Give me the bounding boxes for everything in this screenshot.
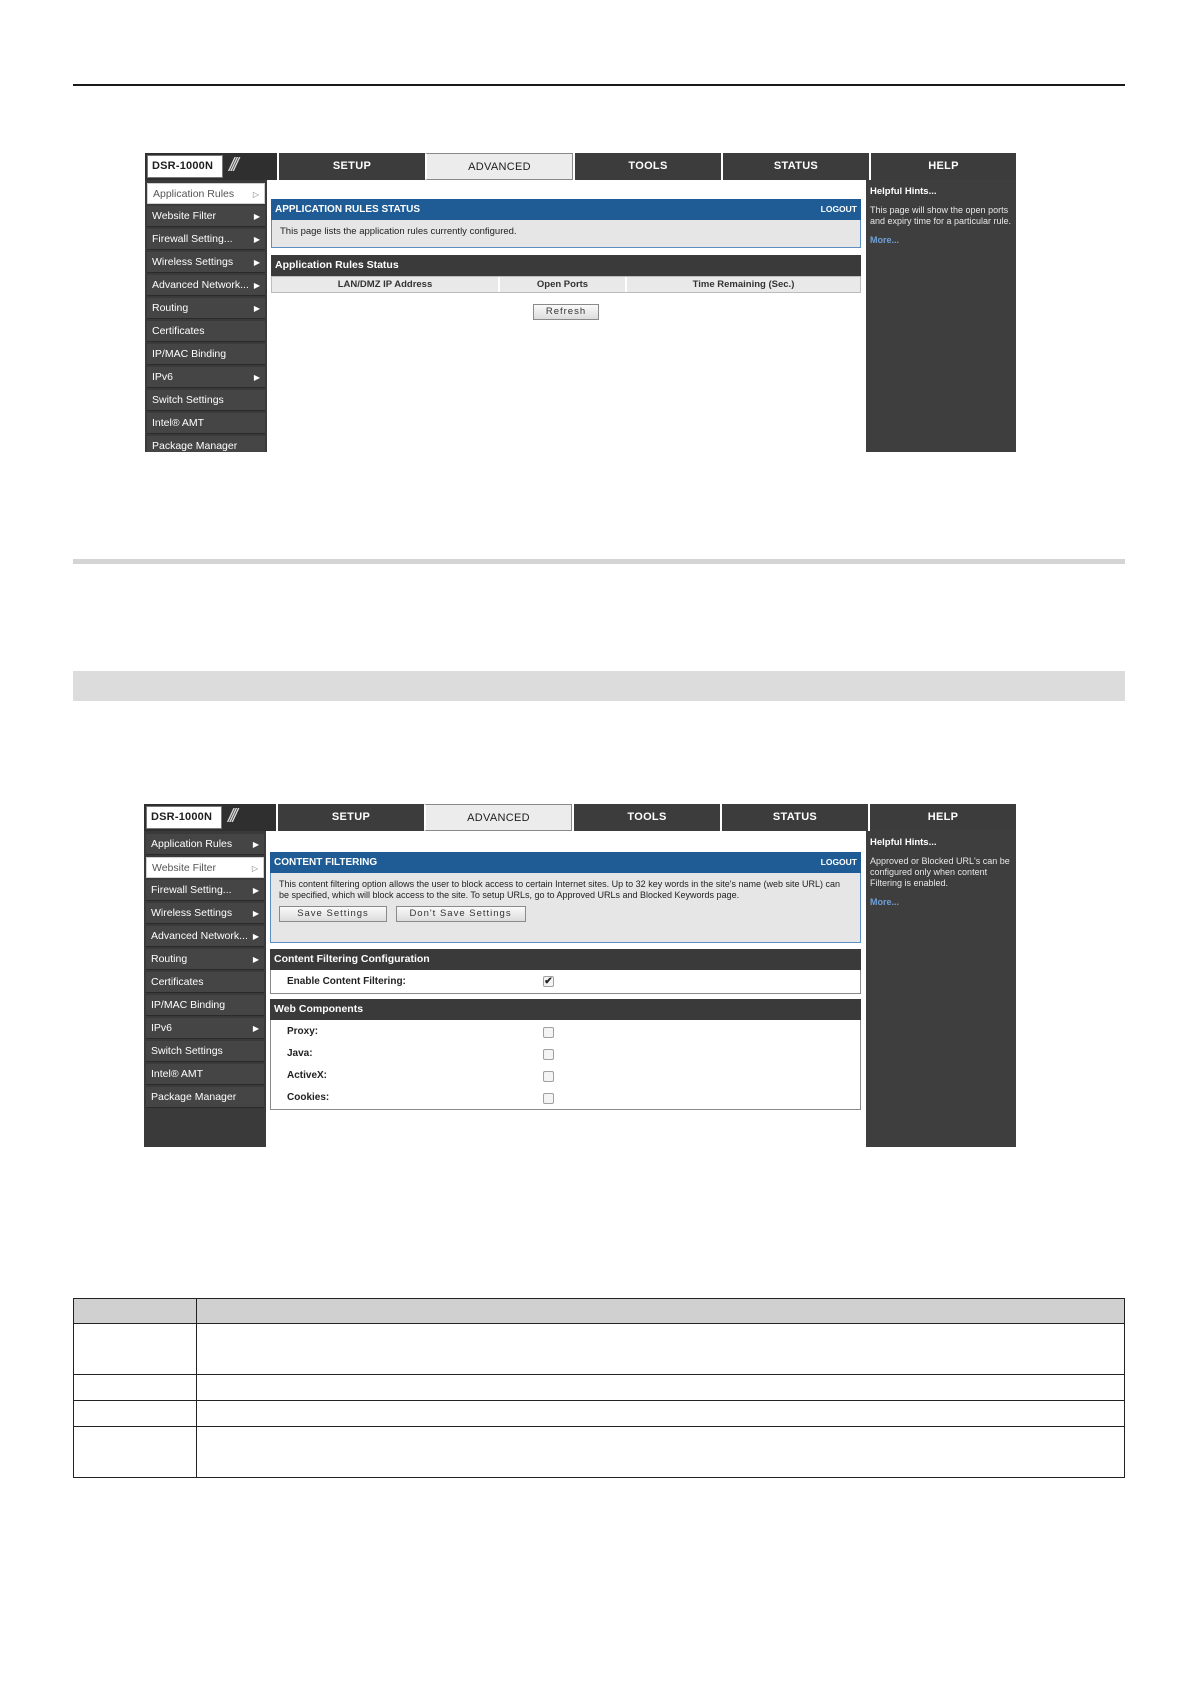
sidebar-item-certificates[interactable] [146, 972, 264, 993]
sidebar-item-routing[interactable] [147, 298, 265, 319]
sidebar-item-switch-settings[interactable] [147, 390, 265, 411]
java-checkbox[interactable] [543, 1049, 554, 1060]
proxy-row [271, 1021, 860, 1043]
enable-content-filtering-row [271, 970, 860, 993]
page-title-bar [270, 852, 861, 873]
table-row [74, 1375, 1125, 1401]
help-text: Approved or Blocked URL's can be configured only when content Filtering is enabled. [870, 856, 1010, 888]
java-label: Java: [287, 1048, 313, 1059]
help-more-link[interactable]: More... [870, 897, 900, 907]
application-rules-screenshot [145, 153, 1016, 452]
sidebar-item-ipv6[interactable] [146, 1018, 264, 1039]
sidebar-item-label: IP/MAC Binding [152, 348, 227, 360]
sidebar-item-ip-mac-binding[interactable] [147, 344, 265, 365]
table-cell [197, 1427, 1125, 1478]
tab-setup[interactable]: SETUP [277, 153, 425, 180]
top-nav [144, 804, 1016, 831]
dont-save-settings-button[interactable]: Don't Save Settings [396, 906, 526, 922]
sidebar-item-website-filter[interactable] [147, 206, 265, 227]
sidebar-item-label: Wireless Settings [152, 256, 234, 268]
sidebar-item-package-manager[interactable] [147, 436, 265, 452]
column-open-ports: Open Ports [500, 277, 627, 292]
tab-setup[interactable]: SETUP [276, 804, 424, 831]
tab-advanced[interactable]: ADVANCED [424, 804, 572, 831]
chevron-right-icon: ▶ [252, 932, 259, 941]
logo [144, 804, 276, 831]
logo-slash-icon: /// [229, 155, 236, 176]
sidebar-item-label: Package Manager [151, 1091, 237, 1103]
chevron-right-icon: ▶ [253, 281, 260, 290]
save-settings-button[interactable]: Save Settings [279, 906, 387, 922]
sidebar-item-label: Package Manager [152, 440, 238, 452]
chevron-right-icon: ▶ [253, 304, 260, 313]
table-header [271, 276, 861, 293]
logo-text: DSR-1000N [146, 806, 222, 829]
logout-link[interactable]: LOGOUT [820, 857, 857, 867]
enable-content-filtering-label: Enable Content Filtering: [287, 976, 406, 987]
sidebar-item-firewall-settings[interactable] [146, 880, 264, 901]
refresh-button[interactable]: Refresh [533, 304, 599, 320]
web-components-fields [270, 1020, 861, 1110]
cookies-row [271, 1087, 860, 1109]
chevron-right-icon: ▶ [252, 840, 259, 849]
sidebar [144, 831, 266, 1147]
enable-content-filtering-checkbox[interactable]: ✔ [544, 976, 553, 987]
java-row [271, 1043, 860, 1065]
sidebar-item-label: Certificates [151, 976, 204, 988]
table-cell [197, 1401, 1125, 1427]
sidebar-item-advanced-network[interactable] [147, 275, 265, 296]
field-description-table [73, 1298, 1125, 1478]
table-row [74, 1427, 1125, 1478]
sidebar-item-label: Application Rules [151, 838, 233, 850]
sidebar-item-advanced-network[interactable] [146, 926, 264, 947]
chevron-right-icon: ▶ [252, 1024, 259, 1033]
cookies-label: Cookies: [287, 1092, 330, 1103]
content-filtering-screenshot [144, 804, 1016, 1147]
page-description: This page lists the application rules currently configured. [271, 220, 861, 248]
activex-checkbox[interactable] [543, 1071, 554, 1082]
tab-status[interactable]: STATUS [720, 804, 868, 831]
sidebar-item-intel-amt[interactable] [147, 413, 265, 434]
tab-tools[interactable]: TOOLS [573, 153, 721, 180]
sidebar-item-certificates[interactable] [147, 321, 265, 342]
sidebar-item-intel-amt[interactable] [146, 1064, 264, 1085]
table-cell [197, 1375, 1125, 1401]
tab-help[interactable]: HELP [869, 153, 1016, 180]
activex-label: ActiveX: [287, 1070, 328, 1081]
section-divider [73, 559, 1125, 564]
help-more-link[interactable]: More... [870, 235, 900, 245]
table-row [74, 1401, 1125, 1427]
table-cell [197, 1324, 1125, 1375]
sidebar-item-label: Advanced Network... [151, 930, 248, 942]
page-description-box [270, 873, 861, 943]
table-cell [74, 1427, 197, 1478]
sidebar-item-label: Routing [152, 302, 189, 314]
page-description: This content filtering option allows the user to block access to certain Internet sites. Up to 32 key words in the site's name (web site URL) can be specified, which will block access to the site. To setup URLs, go to Approved URLs and Blocked Keywords page. [279, 879, 840, 900]
page-title: APPLICATION RULES STATUS [275, 204, 420, 215]
chevron-right-icon: ▶ [252, 886, 259, 895]
chevron-right-icon: ▶ [253, 235, 260, 244]
config-section-title: Content Filtering Configuration [270, 949, 861, 970]
logout-link[interactable]: LOGOUT [820, 204, 857, 214]
help-title: Helpful Hints... [870, 186, 937, 197]
chevron-right-icon: ▶ [252, 955, 259, 964]
logo-text: DSR-1000N [147, 155, 223, 178]
sidebar-item-package-manager[interactable] [146, 1087, 264, 1108]
top-nav [145, 153, 1016, 180]
sidebar-item-label: Switch Settings [151, 1045, 223, 1057]
table-cell [74, 1375, 197, 1401]
sidebar-item-switch-settings[interactable] [146, 1041, 264, 1062]
sidebar-item-label: Wireless Settings [151, 907, 233, 919]
logo-slash-icon: /// [228, 806, 235, 827]
table-header-row [74, 1299, 1125, 1324]
sidebar-item-label: Intel® AMT [151, 1068, 204, 1080]
tab-advanced[interactable]: ADVANCED [425, 153, 573, 180]
top-rule [73, 84, 1125, 86]
web-components-title: Web Components [270, 999, 861, 1020]
column-lan-dmz-ip: LAN/DMZ IP Address [272, 277, 500, 292]
chevron-right-icon: ▶ [253, 373, 260, 382]
sidebar-item-label: Firewall Setting... [151, 884, 232, 896]
sidebar-item-wireless-settings[interactable] [147, 252, 265, 273]
section-band [73, 671, 1125, 701]
sidebar-item-label: IP/MAC Binding [151, 999, 226, 1011]
sidebar-item-label: Advanced Network... [152, 279, 249, 291]
help-panel [866, 180, 1016, 452]
chevron-right-icon: ▶ [252, 909, 259, 918]
sidebar-item-label: Certificates [152, 325, 205, 337]
sidebar-item-label: Website Filter [152, 210, 216, 222]
tab-help[interactable]: HELP [868, 804, 1016, 831]
section-title: Application Rules Status [271, 255, 861, 276]
column-time-remaining: Time Remaining (Sec.) [692, 279, 795, 290]
chevron-right-icon: ▶ [253, 258, 260, 267]
proxy-checkbox[interactable] [543, 1027, 554, 1038]
help-text: This page will show the open ports and expiry time for a particular rule. [870, 205, 1012, 226]
sidebar-item-label: IPv6 [151, 1022, 173, 1034]
help-panel [866, 831, 1016, 1147]
logo [145, 153, 277, 180]
sidebar-item-application-rules[interactable] [147, 183, 265, 204]
table-cell [74, 1401, 197, 1427]
sidebar-item-label: Switch Settings [152, 394, 224, 406]
tab-status[interactable]: STATUS [721, 153, 869, 180]
help-title: Helpful Hints... [870, 837, 937, 848]
table-row [74, 1324, 1125, 1375]
table-header-cell [197, 1299, 1125, 1324]
sidebar-item-label: Intel® AMT [152, 417, 205, 429]
proxy-label: Proxy: [287, 1026, 319, 1037]
main-content [271, 180, 861, 452]
sidebar-item-label: Routing [151, 953, 188, 965]
sidebar-item-application-rules[interactable] [146, 834, 264, 855]
sidebar-item-label: IPv6 [152, 371, 174, 383]
sidebar-item-label: Application Rules [153, 188, 235, 200]
sidebar-item-ip-mac-binding[interactable] [146, 995, 264, 1016]
sidebar-item-firewall-settings[interactable] [147, 229, 265, 250]
chevron-right-icon: ▶ [253, 212, 260, 221]
table-header-cell [74, 1299, 197, 1324]
sidebar-item-wireless-settings[interactable] [146, 903, 264, 924]
main-content [270, 831, 861, 1147]
config-fields [270, 970, 861, 994]
sidebar [145, 180, 267, 452]
page-title-bar [271, 199, 861, 220]
page-title: CONTENT FILTERING [274, 857, 378, 868]
activex-row [271, 1065, 860, 1087]
chevron-right-outline-icon: ▷ [252, 190, 259, 199]
sidebar-item-label: Firewall Setting... [152, 233, 233, 245]
tab-tools[interactable]: TOOLS [572, 804, 720, 831]
sidebar-item-label: Website Filter [152, 862, 216, 874]
sidebar-item-website-filter[interactable] [146, 857, 264, 878]
sidebar-item-ipv6[interactable] [147, 367, 265, 388]
chevron-right-outline-icon: ▷ [251, 864, 258, 873]
sidebar-item-routing[interactable] [146, 949, 264, 970]
table-cell [74, 1324, 197, 1375]
cookies-checkbox[interactable] [543, 1093, 554, 1104]
